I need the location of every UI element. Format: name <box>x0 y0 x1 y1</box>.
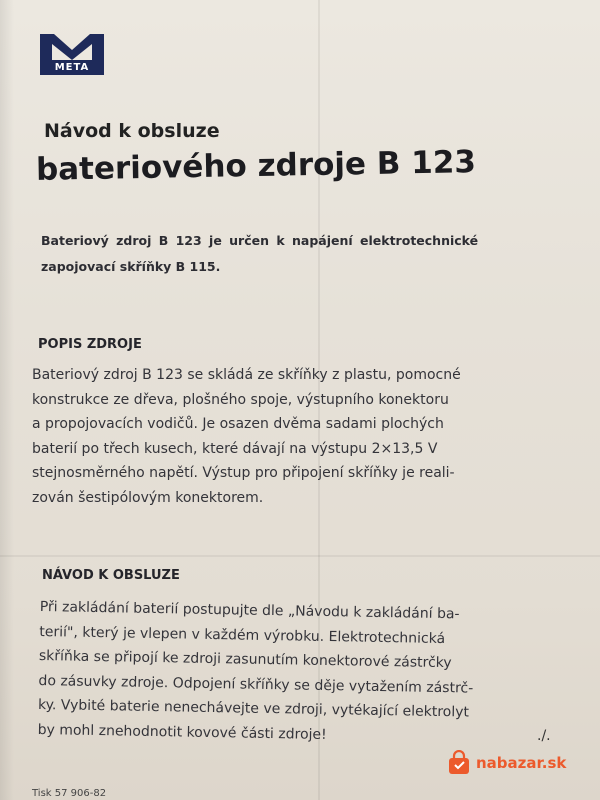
intro-line: Bateriový zdroj B 123 je určen k napájení elektrotechnické <box>41 233 479 248</box>
paragraph-line: do zásuvky zdroje. Odpojení skříňky se děje vytažením zástrč- <box>38 672 474 697</box>
intro-line: zapojovací skříňky B 115. <box>41 259 221 274</box>
shopping-bag-icon <box>446 750 472 776</box>
paper-edge-shadow <box>0 0 14 800</box>
continuation-mark: ./. <box>537 728 551 744</box>
watermark-text: nabazar.sk <box>476 754 567 772</box>
paragraph-line: stejnosměrného napětí. Výstup pro připojení skříňky je reali- <box>32 465 455 481</box>
section-paragraph-popis <box>32 363 572 510</box>
meta-logo <box>38 32 106 76</box>
title-line-1: Návod k obsluze <box>44 120 220 142</box>
paragraph-line: baterií po třech kusech, které dávají na výstupu 2×13,5 V <box>32 440 438 457</box>
paragraph-line: konstrukce ze dřeva, plošného spoje, výstupního konektoru <box>32 391 449 408</box>
section-heading-navod: NÁVOD K OBSLUZE <box>42 568 180 583</box>
paragraph-line: zován šestipólovým konektorem. <box>32 489 264 506</box>
section-heading-popis: POPIS ZDROJE <box>38 337 142 352</box>
paragraph-line: ky. Vybité baterie nenechávejte ve zdroji, vytékající elektrolyt <box>37 696 470 721</box>
title-line-2: bateriového zdroje B 123 <box>35 144 477 188</box>
paragraph-line: a propojovacích vodičů. Je osazen dvěma sadami plochých <box>32 416 444 432</box>
print-code: Tisk 57 906-82 <box>32 788 107 799</box>
paragraph-line: terií", který je vlepen v každém výrobku. Elektrotechnická <box>39 623 446 647</box>
paragraph-line: by mohl znehodnotit kovové části zdroje! <box>37 721 327 743</box>
section-paragraph-navod <box>37 595 579 751</box>
paper-fold-horizontal <box>0 555 600 557</box>
logo-text: META <box>40 60 104 75</box>
watermark <box>446 750 566 776</box>
paragraph-line: Bateriový zdroj B 123 se skládá ze skříňky z plastu, pomocné <box>32 367 461 383</box>
paragraph-line: skříňka se připojí ke zdroji zasunutím konektorové zástrčky <box>38 647 452 672</box>
intro-paragraph <box>41 228 561 280</box>
paragraph-line: Při zakládání baterií postupujte dle „Návodu k zakládání ba- <box>39 598 460 623</box>
